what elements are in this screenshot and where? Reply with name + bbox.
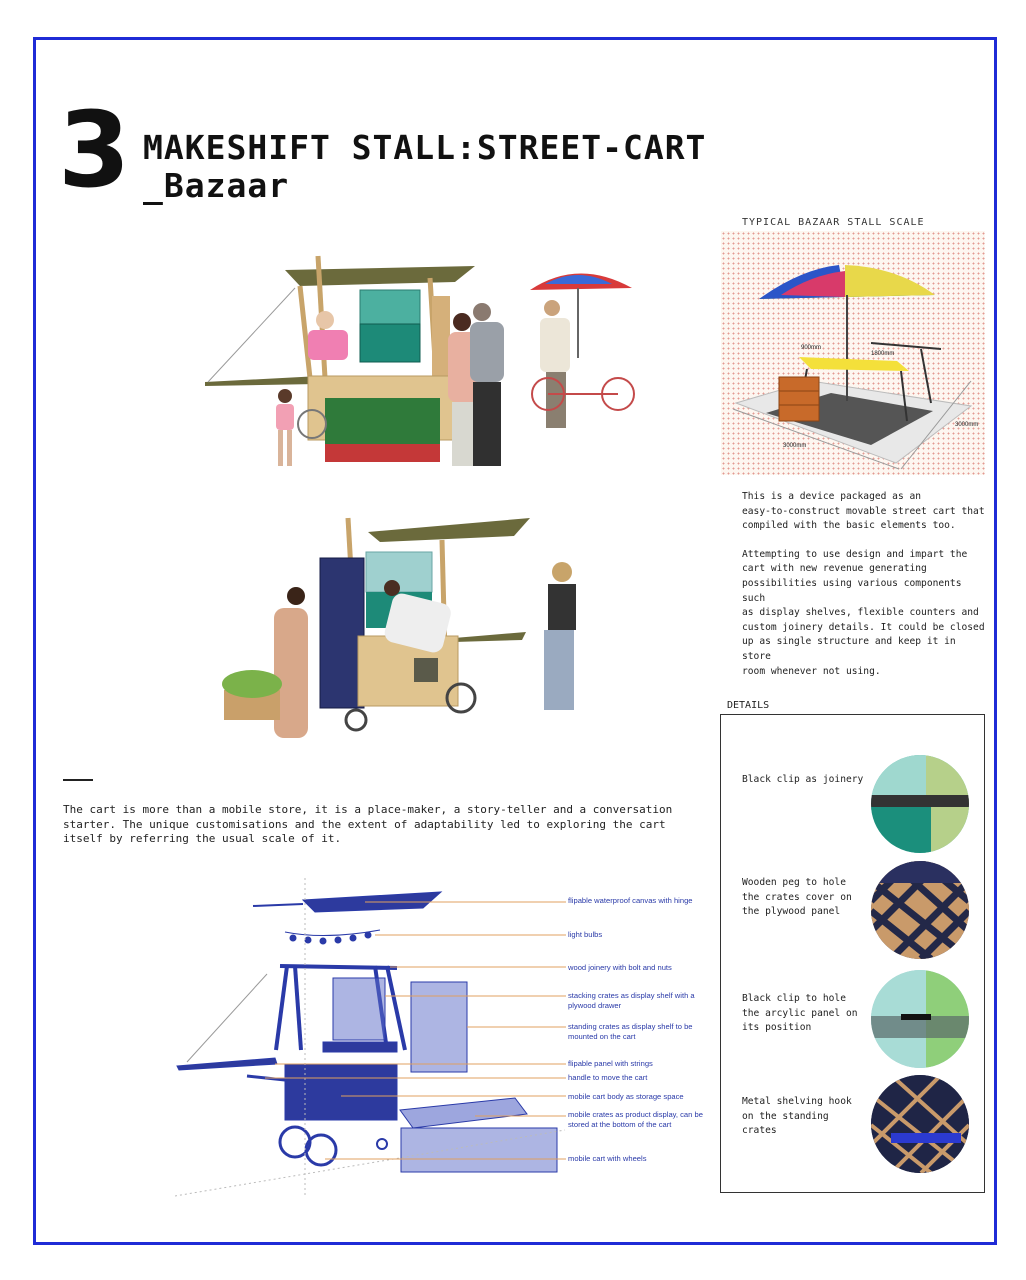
cart-render-panel (218, 512, 608, 757)
diagram-label: flipable waterproof canvas with hinge (568, 896, 693, 905)
description (742, 490, 987, 693)
section-divider (63, 779, 93, 781)
detail-photo-drawing (871, 1075, 969, 1173)
detail-caption: Wooden peg to hole the crates cover on the plywood panel (742, 877, 852, 918)
section-number: 3 (58, 89, 129, 211)
diagram-label: stacking crates as display shelf with a plywood drawer (568, 991, 695, 1010)
diagram-label: mobile cart body as storage space (568, 1092, 684, 1101)
description-para-2: Attempting to use design and impart the cart with new revenue generating possibilities using various components such as display shelves, flexible counters and custom joinery details. It could be closed up as single structure and keep it in store room whenever not using. (742, 548, 985, 677)
page-subtitle: _Bazaar (143, 166, 290, 205)
exploded-cart-diagram (175, 878, 570, 1213)
stall-scale-heading: TYPICAL BAZAAR STALL SCALE (742, 217, 925, 228)
diagram-label: mobile crates as product display, can be stored at the bottom of the cart (568, 1110, 703, 1129)
dim-label: 3000mm (783, 443, 807, 449)
dim-label: 1800mm (871, 351, 895, 357)
dim-label: 3000mm (955, 422, 979, 428)
detail-photo-acrylic-clip (871, 970, 969, 1068)
diagram-label: light bulbs (568, 930, 603, 939)
diagram-label: wood joinery with bolt and nuts (568, 963, 672, 972)
detail-photo-drawing (871, 970, 969, 1068)
detail-caption: Metal shelving hook on the standing crates (742, 1096, 852, 1137)
detail-photo-wooden-peg (871, 861, 969, 959)
detail-photo-shelving-hook (871, 1075, 969, 1173)
diagram-label: handle to move the cart (568, 1073, 648, 1082)
diagram-label: mobile cart with wheels (568, 1154, 647, 1163)
details-heading: DETAILS (727, 700, 770, 711)
stall-scale-image (721, 231, 985, 475)
diagram-label: standing crates as display shelf to be mounted on the cart (568, 1022, 693, 1041)
stall-scale-drawing (721, 231, 985, 475)
detail-photo-drawing (871, 861, 969, 959)
diagram-label: flipable panel with strings (568, 1059, 653, 1068)
description-para-1: This is a device packaged as an easy-to-construct movable street cart that compiled with the basic elements too. (742, 491, 985, 532)
intro-text: The cart is more than a mobile store, it is a place-maker, a story-teller and a conversation starter. The unique customisations and the extent of adaptability led to exploring the cart itself by referring the usual scale of it. (63, 803, 673, 846)
page-title: MAKESHIFT STALL:STREET-CART (143, 128, 707, 167)
detail-photo-drawing (871, 755, 969, 853)
cart-render-open (200, 248, 650, 480)
detail-caption: Black clip as joinery (742, 774, 864, 785)
detail-caption: Black clip to hole the arcylic panel on its position (742, 993, 858, 1034)
dim-label: 900mm (801, 345, 822, 351)
detail-photo-clip-joinery (871, 755, 969, 853)
